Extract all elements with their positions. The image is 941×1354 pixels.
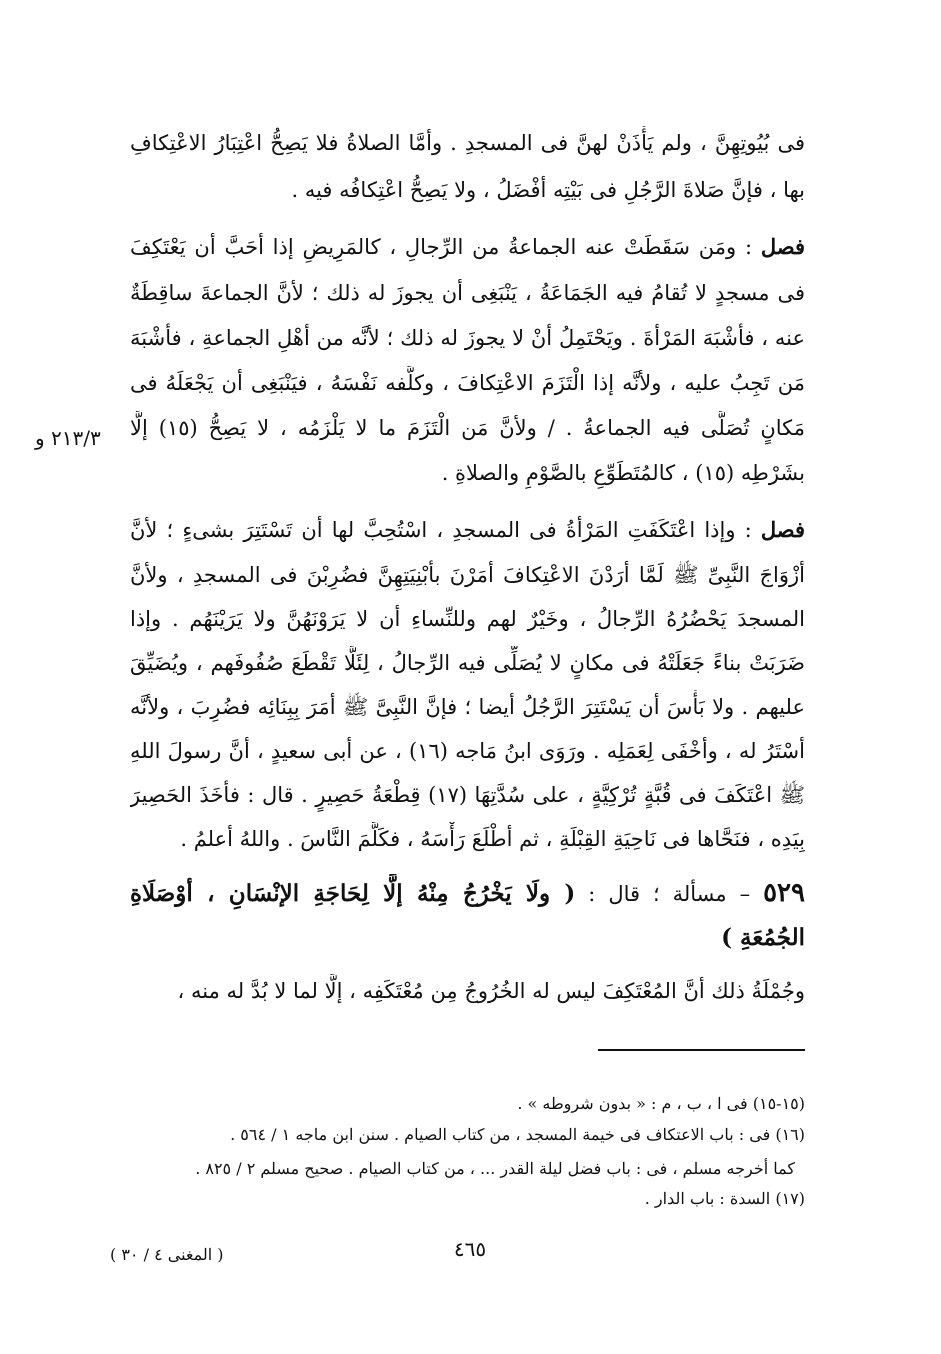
page-number: ٤٦٥: [453, 1237, 487, 1261]
issue-first-line: [130, 874, 805, 912]
body-line: عنه ، فأشْبَهَ المَرْأةَ . ويَحْتَمِلُ أنْ لا يجوزَ له ذلك ؛ لأنَّه من أهْلِ الجماعةِ ، فأشْبَهَ: [130, 326, 805, 350]
section-heading: فصل: [760, 234, 805, 259]
section-first-line: [130, 230, 805, 264]
book-signature: ( المغنى ٤ / ٣٠ ): [110, 1245, 224, 1264]
issue-text: ( ولَا يَخْرُجُ مِنْهُ إلَّا لِحَاجَةِ الإنْسَانِ ، أوْصَلَاةِ: [130, 880, 576, 907]
body-line: بِيَدِه ، فنَحَّاها فى نَاحِيَةِ القِبْلَةِ ، ثم أطْلَعَ رَأْسَهُ ، فكَلَّمَ النَّاسَ . واللهُ أعلمُ .: [180, 827, 805, 851]
footnote: (١٥-١٥) فى ا ، ب ، م : « بدون شروطه » .: [517, 1094, 805, 1113]
footnote-separator: [598, 1049, 805, 1051]
section-text: : ومَن سَقَطَتْ عنه الجماعةُ من الرِّجالِ ، كالمَرِيضِ إذا أحَبَّ أن يَعْتَكِفَ: [130, 235, 753, 259]
body-line: ﷺ اعْتَكَفَ فى قُبَّةٍ تُرْكِيَّةٍ ، على سُدَّتِهَا (١٧) قِطْعَةُ حَصِيرٍ . قال : فأخَذَ الحَصِيرَ: [130, 783, 805, 807]
issue-number: ٥٢٩: [763, 878, 805, 908]
body-line: مَكانٍ تُصَلَّى فيه الجماعةُ . / ولأنَّ مَن الْتَزَمَ ما لا يَلْزَمُه ، لا يَصِحُّ (١٥) إلَّا: [130, 416, 805, 440]
body-line: فى بُيُوتِهِنَّ ، ولم يَأْذَنْ لهنَّ فى المسجدِ . وأمَّا الصلاةُ فلا يَصِحُّ اعْتِبَارُ الاعْتِكافِ: [130, 131, 805, 155]
manuscript-folio-note: ٢١٣/٣ و: [35, 426, 101, 450]
section-heading: فصل: [760, 517, 805, 542]
body-line: المسجدَ يَحْضُرُهُ الرِّجالُ ، وخَيْرٌ لهم وللنِّساءِ أن لا يَرَوْنَهُنَّ ولا يَرَيْنَهُم . وإذا: [130, 607, 805, 631]
body-line: بها ، فإنَّ صَلاةَ الرَّجُلِ فى بَيْتِه أفْضَلُ ، ولا يَصِحُّ اعْتِكافُه فيه .: [291, 178, 805, 202]
section-text: : وإذا اعْتَكَفَتِ المَرْأةُ فى المسجدِ ، اسْتُحِبَّ لها أن تَسْتَتِرَ بشىءٍ ؛ لأنَّ: [130, 518, 752, 542]
body-line: وجُمْلَةُ ذلك أنَّ المُعْتَكِفَ ليس له الخُرُوجُ مِن مُعْتَكَفِه ، إلَّا لما لا بُدَّ له منه ،: [177, 979, 805, 1003]
body-line: بشَرْطِه (١٥) ، كالمُتَطَوِّعِ بالصَّوْمِ والصلاةِ .: [441, 461, 805, 485]
body-line: أسْتَرُ له ، وأخْفَى لِعَمَلِه . ورَوَى ابنُ مَاجه (١٦) ، عن أبى سعيدٍ ، أنَّ رسولَ اللهِ: [130, 739, 805, 763]
body-line: فى مسجدٍ لا تُقامُ فيه الجَمَاعَةُ ، يَنْبَغِى أن يجوزَ له ذلك ؛ لأنَّ الجماعةَ ساقِطَةٌ: [130, 281, 805, 305]
issue-prefix: – مسألة ؛ قال :: [588, 882, 751, 906]
footnote: (١٧) السدة : باب الدار .: [644, 1189, 805, 1208]
body-line: ضَرَبَتْ بناءً جَعَلَتْهُ فى مكانٍ لا يُصَلِّى فيه الرِّجالُ ، لِئَلَّا تَقْطَعَ صُفُوفَهم ، ويُضَيِّقَ: [130, 651, 805, 675]
body-line: عليهم . ولا بَأْسَ أن يَسْتَتِرَ الرَّجُلُ أيضا ؛ فإنَّ النَّبِىَّ ﷺ أمَرَ بِبِنَائِه فضُرِبَ ، ولأنَّه: [130, 695, 805, 719]
body-line: أزْوَاجَ النَّبِىِّ ﷺ لَمَّا أرَدْنَ الاعْتِكافَ أمَرْنَ بأبْنِيَتِهِنَّ فضُرِبْنَ فى المسجدِ ، ولأنَّ: [130, 563, 805, 587]
footnote: كما أخرجه مسلم ، فى : باب فضل ليلة القدر ... ، من كتاب الصيام . صحيح مسلم ٢ / ٨٢٥ .: [195, 1159, 795, 1178]
footnote: (١٦) فى : باب الاعتكاف فى خيمة المسجد ، من كتاب الصيام . سنن ابن ماجه ١ / ٥٦٤ .: [230, 1125, 805, 1144]
section-first-line: [130, 513, 805, 547]
issue-text: الجُمُعَةِ ): [721, 924, 805, 951]
issue-second-line: [130, 919, 805, 957]
body-line: مَن تَجِبُ عليه ، ولأنَّه إذا الْتَزَمَ الاعْتِكافَ ، وكلَّفه نَفْسَهُ ، فيَنْبَغِى أن يَجْعَلَهُ فى: [130, 371, 805, 395]
